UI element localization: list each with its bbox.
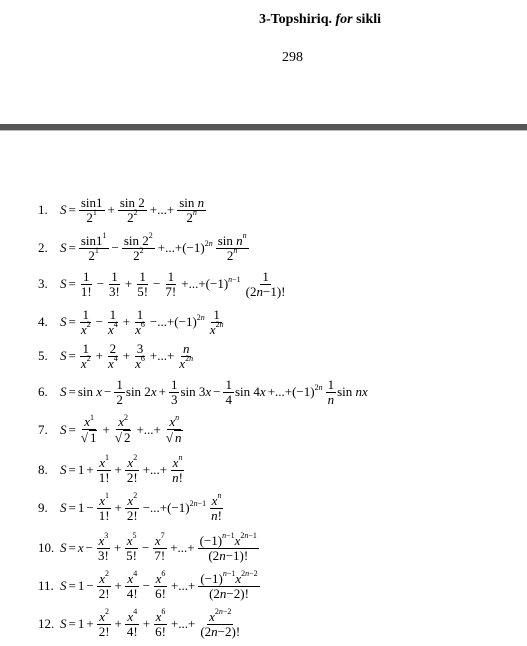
formula-number: 8.	[38, 462, 48, 477]
formula-8: 8. S = 1 + $\frac{x^1}{1!}$ + $\frac{x^2}{2!}$ +...+ $\frac{x^n}{n!}$	[38, 453, 183, 485]
formula-9: 9. S = 1 − $\frac{x^1}{1!}$ + $\frac{x^2}{2!}$ $-...+(-1)^{2n-1}$ $\frac{x^n}{n!}$	[38, 491, 222, 523]
formula-12: 12. S = 1 + $\frac{x^2}{2!}$ + $\frac{x^4}{4!}$ + $\frac{x^6}{6!}$ +...+ $\frac{x^{2n-2}}{(2n-2)!}$	[38, 607, 241, 639]
separator-line	[0, 130, 527, 131]
loop-keyword: for	[335, 12, 353, 27]
formula-number: 12.	[38, 616, 55, 631]
formula-11: 11. S = 1 − $\frac{x^2}{2!}$ + $\frac{x^4}{4!}$ − $\frac{x^6}{6!}$ +...+ $\frac{(-1)^{n-1}x^{2n-2}}{(2n-2)!}$	[38, 569, 258, 601]
formula-6: 6. S = sin x − $\frac{1}{2}$ sin 2 x + $\frac{1}{3}$ sin 3 x − $\frac{1}{4}$ sin 4 x $+...+(-1)^{2n}$ $\frac{1}{n}$ sin nx	[38, 376, 368, 407]
page-number: 298	[282, 50, 303, 65]
formula-number: 4.	[38, 314, 48, 329]
formula-number: 5.	[38, 348, 48, 363]
formula-number: 2.	[38, 240, 48, 255]
formula-5: 5. S = $\frac{1}{x^2}$ + $\frac{2}{x^4}$ + $\frac{3}{x^6}$ +...+ $\frac{n}{x^{2n}}$	[38, 340, 194, 371]
page-title	[250, 12, 390, 28]
formula-number: 10.	[38, 540, 55, 555]
task-label: 3-Topshiriq.	[258, 12, 332, 27]
formula-10: 10. S = x − $\frac{x^3}{3!}$ + $\frac{x^5}{5!}$ − $\frac{x^7}{7!}$ +...+ $\frac{(-1)^{n-1}x^{2n-1}}{(2n-1)!}$	[38, 531, 257, 563]
formula-number: 6.	[38, 384, 48, 399]
formula-number: 7.	[38, 422, 48, 437]
formula-4: 4. S = $\frac{1}{x^2}$ − $\frac{1}{x^4}$ + $\frac{1}{x^6}$ $-...+(-1)^{2n}$ $\frac{1}{x^{2n}}$	[38, 306, 224, 337]
formula-number: 1.	[38, 202, 48, 217]
formula-2: 2. S = $\frac{\sin 1^1}{2^1}$ − $\frac{\sin 2^2}{2^2}$ $+...+(-1)^{2n}$ $\frac{\sin n^n}{2^n}$	[38, 231, 247, 263]
formula-1: 1. S = $\frac{\sin 1}{2^1}$ + $\frac{\sin 2}{2^2}$ +...+ $\frac{\text{sin n}}{2^n}$	[38, 194, 205, 225]
formula-3: 3. S = $\frac{1}{1!}$ − $\frac{1}{3!}$ + $\frac{1}{5!}$ − $\frac{1}{7!}$ $+...+(-1)^{n-1}$ $\frac{1}{(2n-1)!}$	[38, 268, 286, 299]
formula-number: 3.	[38, 276, 48, 291]
formula-number: 11.	[38, 578, 54, 593]
formula-7: 7. S = $\frac{x^1}{√ 1}$ + $\frac{x^2}{√ 2}$ +...+ $\frac{x^n}{√ n}$	[38, 412, 182, 445]
loop-suffix: sikli	[356, 12, 382, 27]
formula-number: 9.	[38, 500, 48, 515]
